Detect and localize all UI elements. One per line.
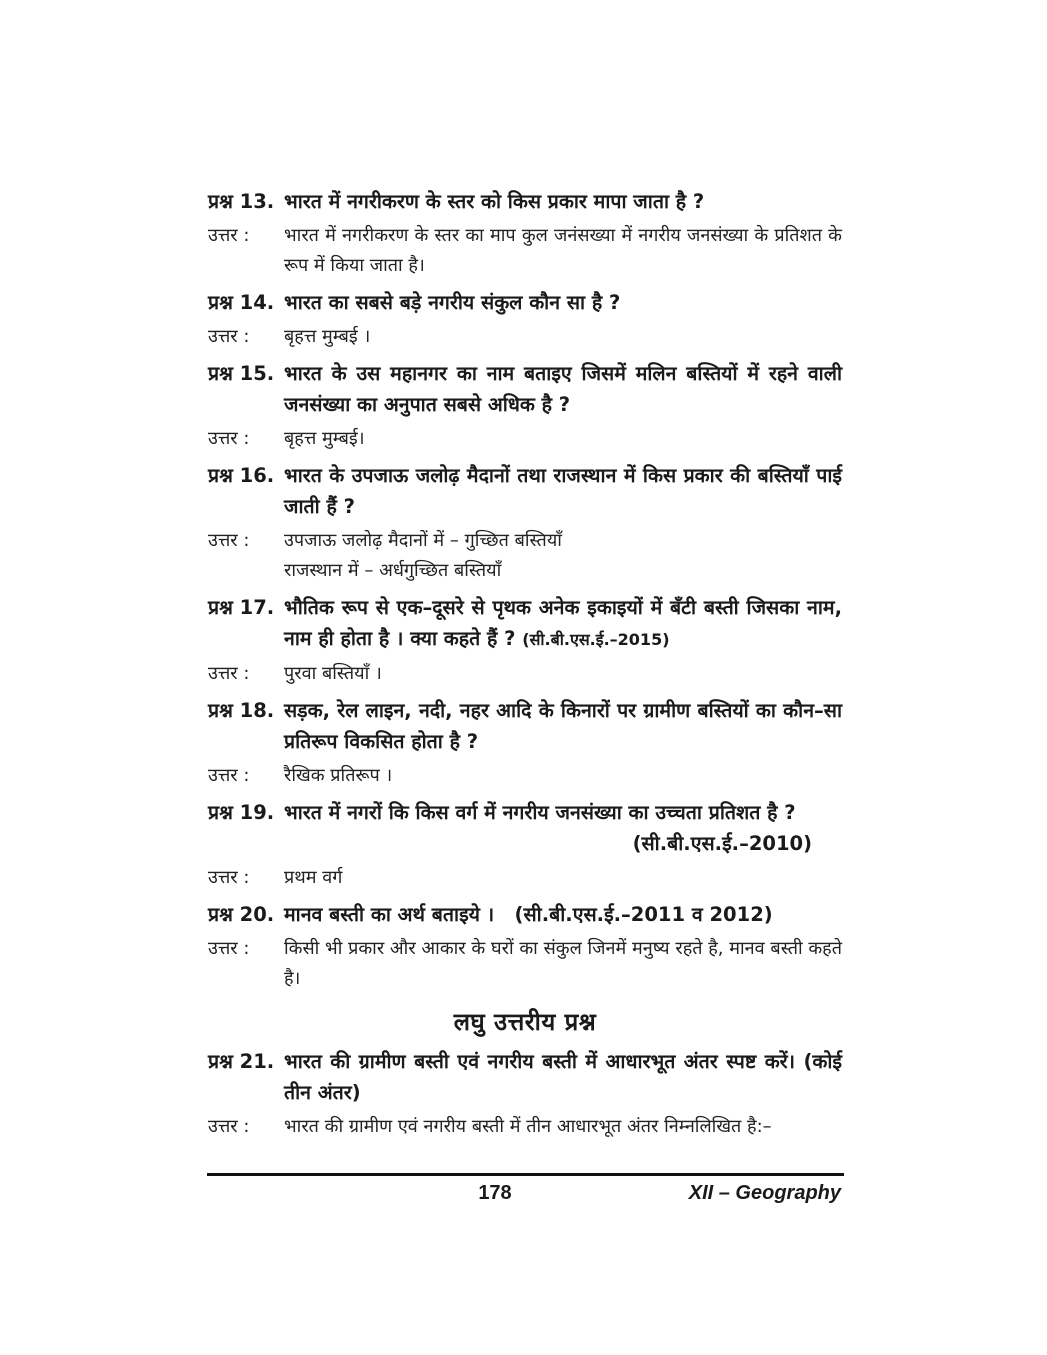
question-label: प्रश्न 19. [208,801,275,824]
answer-label: उत्तर : [208,938,250,959]
question-17 [208,592,842,655]
answer-text: रैखिक प्रतिरूप । [284,765,393,786]
question-body: भौतिक रूप से एक–दूसरे से पृथक अनेक इकाइयों में बँटी बस्ती जिसका नाम, नाम ही होता है । क्या कहते हैं ? [284,596,842,650]
question-label: प्रश्न 20. [208,903,275,926]
question-19 [208,797,842,859]
answer-label: उत्तर : [208,1116,250,1137]
question-label: प्रश्न 17. [208,596,275,619]
question-label: प्रश्न 15. [208,362,275,385]
answer-text: बृहत्त मुम्बई । [284,326,371,347]
question-18 [208,695,842,757]
answer-16 [208,526,842,586]
answer-21 [208,1112,842,1142]
question-body: भारत में नगरों कि किस वर्ग में नगरीय जनसंख्या का उच्चता प्रतिशत है ? [284,801,796,824]
question-label: प्रश्न 13. [208,190,275,213]
citation: (सी.बी.एस.ई.–2011 व 2012) [514,903,773,926]
footer-divider [207,1173,844,1176]
question-text: सड़क, रेल लाइन, नदी, नहर आदि के किनारों पर ग्रामीण बस्तियों का कौन–सा प्रतिरूप विकसित होता है ? [284,699,842,753]
answer-text: किसी भी प्रकार और आकार के घरों का संकुल जिनमें मनुष्य रहते है, मानव बस्ती कहते है। [284,938,842,989]
question-label: प्रश्न 21. [208,1050,275,1073]
question-body: मानव बस्ती का अर्थ बताइये । [284,903,495,926]
answer-label: उत्तर : [208,225,250,246]
answer-text: बृहत्त मुम्बई। [284,428,365,449]
answer-text: पुरवा बस्तियाँ । [284,663,382,684]
question-text [284,592,842,655]
answer-label: उत्तर : [208,663,250,684]
answer-label: उत्तर : [208,765,250,786]
question-13 [208,186,842,217]
question-text [284,899,842,930]
answer-text: भारत की ग्रामीण एवं नगरीय बस्ती में तीन आधारभूत अंतर निम्नलिखित है:– [284,1116,772,1137]
citation: (सी.बी.एस.ई.–2015) [522,630,670,649]
question-14 [208,287,842,318]
answer-18 [208,761,842,791]
answer-15 [208,424,842,454]
question-21 [208,1046,842,1108]
question-text: भारत की ग्रामीण बस्ती एवं नगरीय बस्ती में आधारभूत अंतर स्पष्ट करें। (कोई तीन अंतर) [284,1050,842,1104]
question-label: प्रश्न 18. [208,699,275,722]
answer-text: प्रथम वर्ग [284,867,343,888]
answer-label: उत्तर : [208,428,250,449]
question-text: भारत के उस महानगर का नाम बताइए जिसमें मलिन बस्तियों में रहने वाली जनसंख्या का अनुपात सबसे अधिक है ? [284,362,842,416]
answer-label: उत्तर : [208,326,250,347]
question-label: प्रश्न 16. [208,464,275,487]
question-label: प्रश्न 14. [208,291,275,314]
answer-text: भारत में नगरीकरण के स्तर का माप कुल जनंसख्या में नगरीय जनसंख्या के प्रतिशत के रूप में किया जाता है। [284,225,842,276]
answer-13 [208,221,842,281]
answer-text [284,526,842,586]
question-15 [208,358,842,420]
citation: (सी.बी.एस.ई.–2010) [632,832,812,855]
answer-label: उत्तर : [208,867,250,888]
question-text [284,797,842,859]
question-20 [208,899,842,930]
page-content [208,180,842,1142]
section-heading: लघु उत्तरीय प्रश्न [453,1008,597,1036]
answer-17 [208,659,842,689]
answer-line: उपजाऊ जलोढ़ मैदानों में – गुच्छित बस्तियाँ [284,530,562,551]
question-text: भारत में नगरीकरण के स्तर को किस प्रकार मापा जाता है ? [284,190,705,213]
book-title: XII – Geography [688,1182,841,1204]
answer-19 [208,863,842,893]
answer-line: राजस्थान में – अर्धगुच्छित बस्तियाँ [284,560,502,581]
page-number: 178 [478,1182,512,1204]
question-text: भारत के उपजाऊ जलोढ़ मैदानों तथा राजस्थान में किस प्रकार की बस्तियाँ पाई जाती हैं ? [284,464,842,518]
answer-14 [208,322,842,352]
question-text: भारत का सबसे बड़े नगरीय संकुल कौन सा है ? [284,291,621,314]
question-16 [208,460,842,522]
answer-label: उत्तर : [208,530,250,551]
answer-20 [208,934,842,994]
